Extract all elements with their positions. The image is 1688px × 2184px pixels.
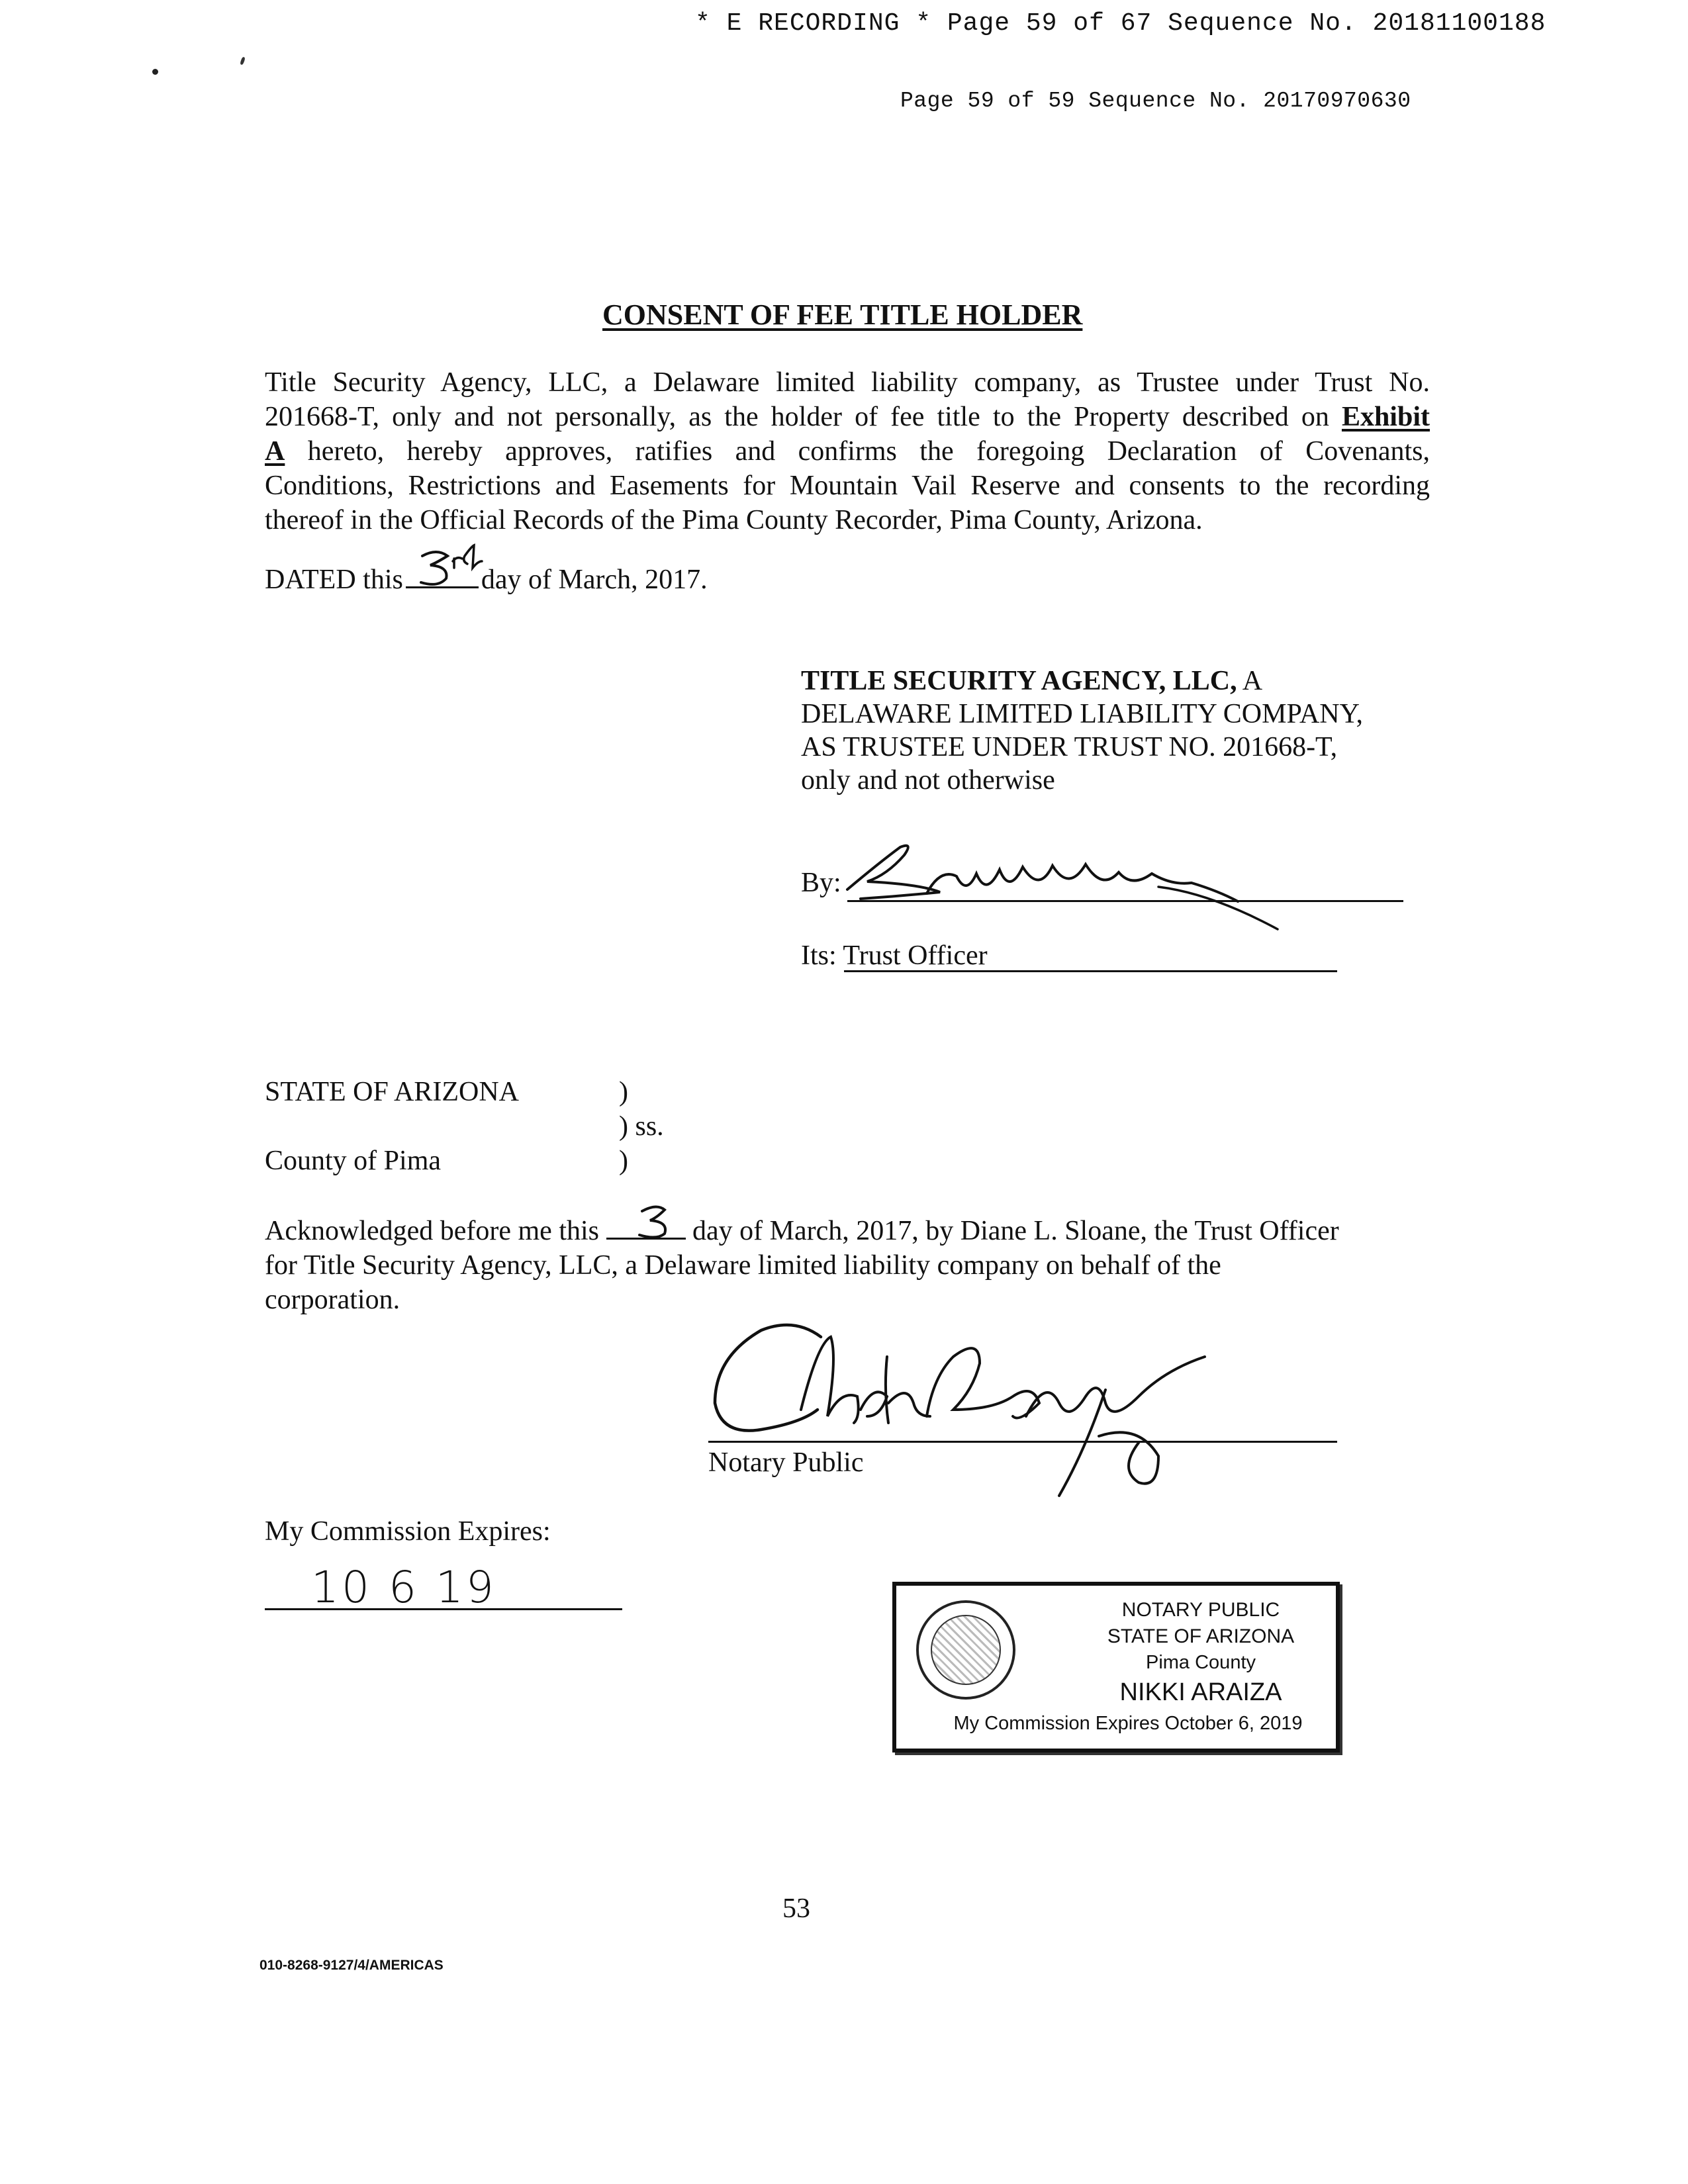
scan-speck bbox=[240, 57, 246, 66]
signatory-block bbox=[801, 664, 1363, 797]
by-label: By: bbox=[801, 868, 841, 898]
sequence-header: Page 59 of 59 Sequence No. 20170970630 bbox=[900, 89, 1411, 113]
dated-line: DATED this day of March, 2017. bbox=[265, 565, 708, 595]
signatory-line: only and not otherwise bbox=[801, 765, 1055, 796]
exhibit-reference: A bbox=[265, 436, 285, 467]
page-number: 53 bbox=[782, 1893, 810, 1924]
its-title: Trust Officer bbox=[843, 940, 988, 971]
notary-public-label: Notary Public bbox=[708, 1447, 864, 1478]
signatory-line: DELAWARE LIMITED LIABILITY COMPANY, bbox=[801, 699, 1364, 729]
venue-paren: ) bbox=[619, 1077, 628, 1107]
scan-speck bbox=[152, 69, 158, 75]
ack-line: Acknowledged before me this day of March, 2017, by Diane L. Sloane, the Trust Officer bbox=[265, 1216, 1339, 1246]
commission-date-handwritten: 10 6 19 bbox=[311, 1562, 496, 1613]
stamp-line: My Commission Expires October 6, 2019 bbox=[953, 1713, 1303, 1734]
venue-county: County of Pima bbox=[265, 1146, 442, 1176]
state-seal-center bbox=[931, 1615, 1001, 1685]
trust-officer-signature bbox=[841, 835, 1304, 941]
paragraph-line: Conditions, Restrictions and Easements for Mountain Vail Reserve and consents to the recording bbox=[265, 471, 1430, 501]
recording-header: * E RECORDING * Page 59 of 67 Sequence No. 20181100188 bbox=[695, 9, 1546, 38]
venue-paren: ) bbox=[619, 1146, 628, 1176]
stamp-line: Pima County bbox=[1145, 1652, 1256, 1673]
handwritten-day-3 bbox=[628, 1199, 687, 1246]
document-code: 010-8268-9127/4/AMERICAS bbox=[259, 1958, 444, 1973]
commission-underline bbox=[265, 1608, 622, 1610]
notary-signature-line bbox=[708, 1441, 1337, 1443]
paragraph-line: 201668-T, only and not personally, as the holder of fee title to the Property described on Exhibit bbox=[265, 402, 1430, 432]
acknowledgment-paragraph bbox=[265, 1214, 1430, 1317]
its-underline bbox=[844, 970, 1337, 972]
venue-ss: ) ss. bbox=[619, 1111, 664, 1142]
its-label-row: Its: Trust Officer bbox=[801, 940, 988, 971]
ack-line: corporation. bbox=[265, 1285, 400, 1315]
signatory-line: TITLE SECURITY AGENCY, LLC, A bbox=[801, 666, 1263, 696]
venue-state: STATE OF ARIZONA bbox=[265, 1077, 519, 1107]
paragraph-line: A hereto, hereby approves, ratifies and confirms the foregoing Declaration of Covenants, bbox=[265, 436, 1430, 467]
handwritten-day-3rd bbox=[410, 541, 490, 594]
signatory-line: AS TRUSTEE UNDER TRUST NO. 201668-T, bbox=[801, 732, 1338, 762]
paragraph-line: Title Security Agency, LLC, a Delaware limited liability company, as Trustee under Trust No. bbox=[265, 367, 1430, 398]
commission-label: My Commission Expires: bbox=[265, 1516, 551, 1547]
stamp-line: NOTARY PUBLIC bbox=[1121, 1599, 1280, 1621]
notary-stamp bbox=[892, 1582, 1340, 1752]
paragraph-line: thereof in the Official Records of the Pima County Recorder, Pima County, Arizona. bbox=[265, 505, 1203, 535]
stamp-line: STATE OF ARIZONA bbox=[1107, 1625, 1295, 1647]
exhibit-reference: Exhibit bbox=[1341, 402, 1430, 432]
stamp-notary-name: NIKKI ARAIZA bbox=[1119, 1678, 1282, 1706]
document-title: CONSENT OF FEE TITLE HOLDER bbox=[602, 298, 1083, 331]
ack-line: for Title Security Agency, LLC, a Delaware limited liability company on behalf of the bbox=[265, 1250, 1221, 1281]
consent-paragraph bbox=[265, 365, 1430, 537]
state-seal-icon bbox=[916, 1600, 1015, 1700]
